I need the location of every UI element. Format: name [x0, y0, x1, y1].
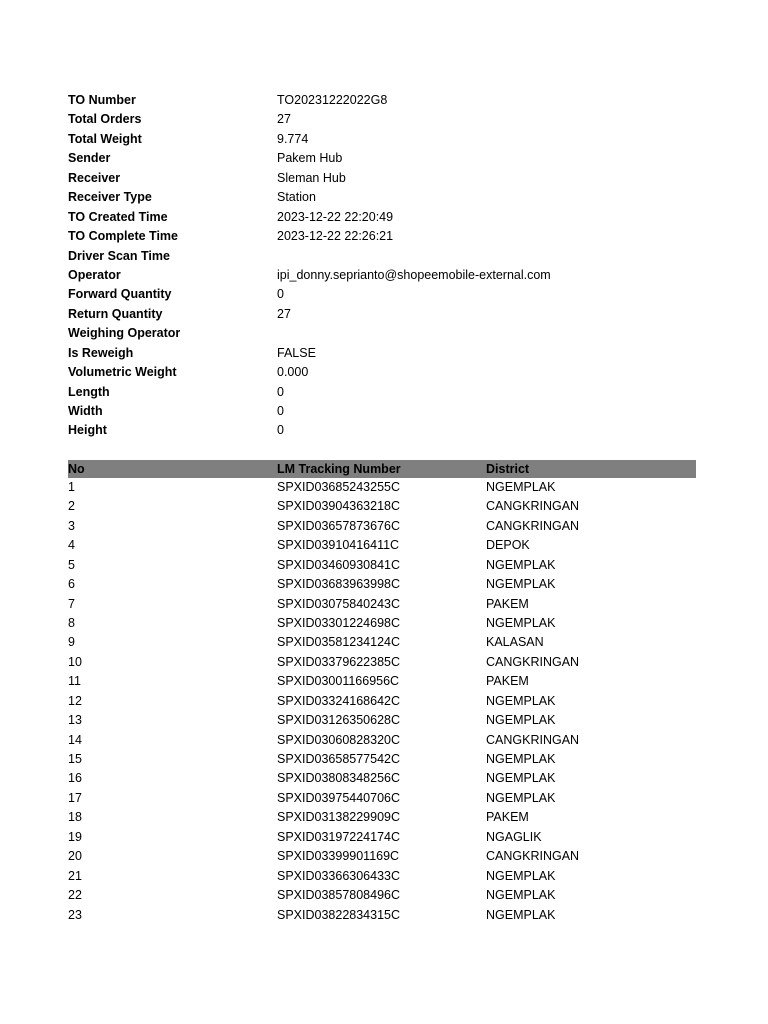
info-row: [68, 324, 696, 343]
info-label: Forward Quantity: [68, 287, 172, 302]
info-row: [68, 363, 696, 382]
info-label: Is Reweigh: [68, 345, 134, 360]
transfer-order-details: [68, 91, 696, 441]
table-row: [68, 769, 696, 788]
cell-district: NGEMPLAK: [486, 752, 556, 766]
info-label: Driver Scan Time: [68, 248, 170, 263]
cell-no: 5: [68, 557, 75, 572]
info-value: FALSE: [277, 345, 316, 360]
cell-no: 19: [68, 829, 82, 844]
cell-tracking-number: SPXID03683963998C: [277, 577, 401, 592]
table-row: [68, 692, 696, 711]
cell-no: 1: [68, 479, 75, 494]
info-value: 0: [277, 404, 284, 418]
cell-tracking-number: SPXID03138229909C: [277, 810, 401, 825]
cell-no: 14: [68, 732, 82, 747]
info-row: [68, 169, 696, 188]
cell-tracking-number: SPXID03075840243C: [277, 596, 401, 611]
cell-district: PAKEM: [486, 674, 529, 689]
header-district: District: [486, 461, 530, 476]
info-row: [68, 149, 696, 168]
info-label: TO Complete Time: [68, 229, 178, 244]
table-header: [68, 460, 696, 478]
cell-district: PAKEM: [486, 810, 529, 825]
table-row: [68, 750, 696, 769]
order-table: [68, 460, 696, 925]
cell-tracking-number: SPXID03301224698C: [277, 615, 401, 630]
cell-district: NGEMPLAK: [486, 577, 556, 592]
cell-tracking-number: SPXID03910416411C: [277, 538, 400, 553]
cell-no: 11: [68, 674, 81, 689]
cell-tracking-number: SPXID03001166956C: [277, 674, 400, 689]
table-row: [68, 867, 696, 886]
transfer-order-sheet: [68, 91, 696, 925]
cell-tracking-number: SPXID03399901169C: [277, 849, 400, 864]
info-value: Pakem Hub: [277, 151, 343, 166]
cell-district: NGEMPLAK: [486, 771, 556, 786]
table-row: [68, 653, 696, 672]
cell-tracking-number: SPXID03808348256C: [277, 771, 401, 786]
info-row: [68, 227, 696, 246]
info-row: [68, 421, 696, 440]
info-row: [68, 402, 696, 421]
info-value: 0.000: [277, 365, 309, 380]
cell-no: 21: [68, 868, 82, 883]
info-value: 0: [277, 384, 284, 399]
info-value: 0: [277, 423, 284, 438]
cell-no: 8: [68, 615, 75, 630]
cell-no: 20: [68, 849, 82, 864]
table-row: [68, 711, 696, 730]
info-value: TO20231222022G8: [277, 93, 388, 107]
cell-district: KALASAN: [486, 635, 544, 650]
info-value: 2023-12-22 22:20:49: [277, 209, 394, 224]
info-row: [68, 130, 696, 149]
cell-tracking-number: SPXID03975440706C: [277, 790, 401, 805]
cell-no: 18: [68, 810, 82, 825]
info-value: 27: [277, 112, 291, 127]
info-label: Height: [68, 423, 107, 438]
info-label: TO Created Time: [68, 209, 168, 224]
cell-no: 3: [68, 518, 75, 533]
cell-tracking-number: SPXID03685243255C: [277, 479, 401, 494]
table-row: [68, 828, 696, 847]
info-label: Length: [68, 384, 110, 399]
cell-tracking-number: SPXID03857808496C: [277, 888, 401, 903]
table-row: [68, 789, 696, 808]
cell-district: NGEMPLAK: [486, 907, 556, 922]
table-row: [68, 517, 696, 536]
cell-district: NGEMPLAK: [486, 479, 556, 494]
cell-no: 7: [68, 596, 75, 611]
cell-no: 23: [68, 907, 82, 922]
cell-district: CANGKRINGAN: [486, 732, 580, 747]
cell-tracking-number: SPXID03366306433C: [277, 868, 401, 883]
cell-district: CANGKRINGAN: [486, 518, 580, 533]
cell-district: PAKEM: [486, 596, 529, 611]
info-row: [68, 383, 696, 402]
info-label: Total Weight: [68, 131, 142, 146]
info-value: 27: [277, 306, 291, 321]
info-row: [68, 247, 696, 266]
table-row: [68, 575, 696, 594]
table-body: [68, 478, 696, 925]
info-value: [277, 247, 696, 266]
table-row: [68, 536, 696, 555]
header-no: No: [68, 461, 85, 476]
cell-tracking-number: SPXID03581234124C: [277, 635, 401, 650]
table-row: [68, 886, 696, 905]
info-row: [68, 208, 696, 227]
info-row: [68, 110, 696, 129]
info-label: Receiver: [68, 170, 121, 185]
cell-tracking-number: SPXID03822834315C: [277, 907, 401, 922]
info-row: [68, 91, 696, 110]
cell-district: NGEMPLAK: [486, 713, 556, 728]
cell-no: 15: [68, 752, 82, 766]
cell-district: CANGKRINGAN: [486, 849, 580, 864]
table-row: [68, 497, 696, 516]
info-value: 0: [277, 287, 284, 302]
cell-no: 2: [68, 499, 75, 514]
info-label: Operator: [68, 267, 121, 282]
table-row: [68, 633, 696, 652]
cell-no: 6: [68, 577, 75, 592]
cell-tracking-number: SPXID03197224174C: [277, 829, 401, 844]
cell-tracking-number: SPXID03379622385C: [277, 654, 401, 669]
table-row: [68, 808, 696, 827]
table-row: [68, 731, 696, 750]
cell-district: NGEMPLAK: [486, 888, 556, 903]
table-row: [68, 478, 696, 497]
info-value: Sleman Hub: [277, 170, 346, 185]
info-value: Station: [277, 190, 316, 205]
info-row: [68, 344, 696, 363]
cell-district: CANGKRINGAN: [486, 499, 580, 514]
info-row: [68, 285, 696, 304]
info-label: Sender: [68, 151, 111, 166]
table-row: [68, 672, 696, 691]
cell-no: 22: [68, 888, 82, 903]
cell-tracking-number: SPXID03657873676C: [277, 518, 401, 533]
info-row: [68, 188, 696, 207]
cell-district: NGEMPLAK: [486, 790, 556, 805]
cell-no: 9: [68, 635, 75, 650]
info-row: [68, 266, 696, 285]
info-value: ipi_donny.seprianto@shopeemobile-external.com: [277, 267, 551, 282]
info-label: Volumetric Weight: [68, 365, 177, 380]
cell-district: NGEMPLAK: [486, 615, 556, 630]
info-value: 2023-12-22 22:26:21: [277, 229, 394, 244]
cell-no: 12: [68, 693, 82, 708]
cell-no: 4: [68, 538, 75, 553]
cell-tracking-number: SPXID03126350628C: [277, 713, 401, 728]
table-row: [68, 847, 696, 866]
cell-tracking-number: SPXID03904363218C: [277, 499, 401, 514]
table-row: [68, 906, 696, 925]
cell-tracking-number: SPXID03658577542C: [277, 752, 401, 766]
table-row: [68, 595, 696, 614]
info-label: Width: [68, 404, 103, 418]
cell-no: 10: [68, 654, 82, 669]
cell-district: NGEMPLAK: [486, 557, 556, 572]
cell-district: NGEMPLAK: [486, 693, 556, 708]
cell-district: DEPOK: [486, 538, 530, 553]
cell-no: 17: [68, 790, 82, 805]
cell-district: NGEMPLAK: [486, 868, 556, 883]
table-row: [68, 556, 696, 575]
info-label: Receiver Type: [68, 190, 152, 205]
header-lm-tracking-number: LM Tracking Number: [277, 461, 401, 476]
cell-tracking-number: SPXID03460930841C: [277, 557, 401, 572]
table-row: [68, 614, 696, 633]
info-label: Return Quantity: [68, 306, 163, 321]
info-row: [68, 305, 696, 324]
cell-no: 16: [68, 771, 82, 786]
info-label: Total Orders: [68, 112, 142, 127]
info-label: TO Number: [68, 93, 136, 107]
info-label: Weighing Operator: [68, 326, 181, 341]
cell-district: NGAGLIK: [486, 829, 542, 844]
cell-no: 13: [68, 713, 82, 728]
info-value: 9.774: [277, 131, 309, 146]
cell-tracking-number: SPXID03324168642C: [277, 693, 401, 708]
cell-district: CANGKRINGAN: [486, 654, 580, 669]
cell-tracking-number: SPXID03060828320C: [277, 732, 401, 747]
info-value: [277, 324, 696, 343]
